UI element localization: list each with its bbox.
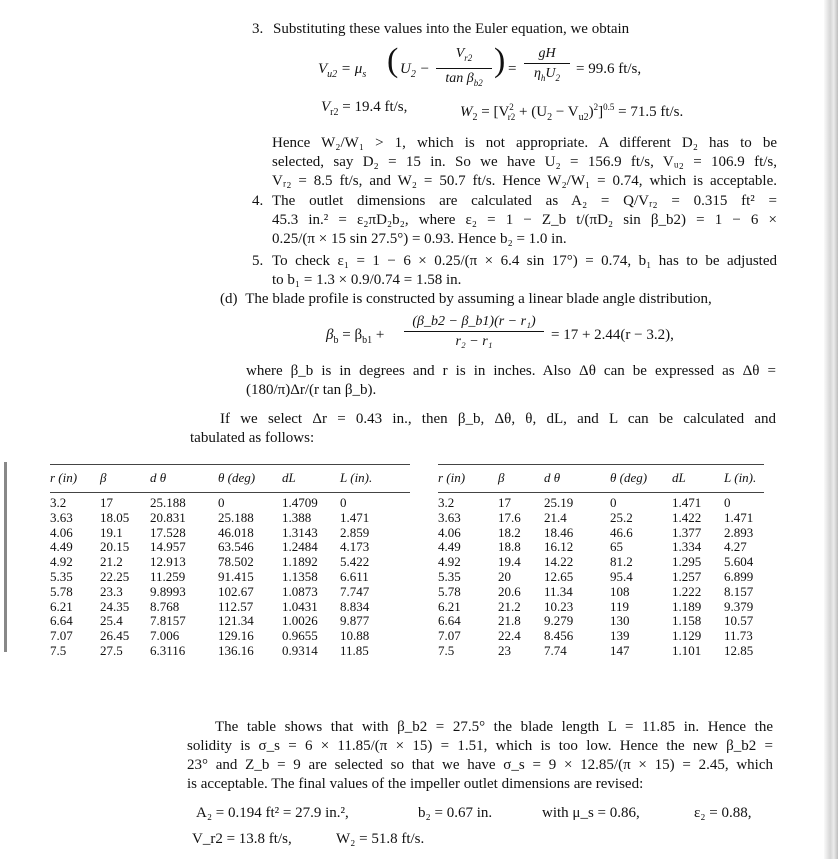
column-header: L (in). — [724, 465, 764, 493]
table-cell: 5.422 — [340, 554, 370, 570]
fraction-vr2-over-tan: $\frac{V_{r2}}{\tan \beta_{b2}}$ — [436, 44, 492, 93]
table-cell: 4.49 — [50, 539, 73, 555]
table-cell: 147 — [610, 642, 630, 658]
table-cell: 14.957 — [150, 539, 186, 555]
table-cell: 1.257 — [672, 568, 702, 584]
table-cell: 1.1892 — [282, 554, 318, 570]
step-5-number: 5. — [252, 253, 264, 269]
table-cell: 112.57 — [218, 598, 254, 614]
table-row — [438, 570, 764, 585]
table-cell: 6.64 — [438, 613, 461, 629]
table-cell: 1.4709 — [282, 495, 318, 510]
table-cell: 1.222 — [672, 583, 702, 599]
column-header: d θ — [544, 465, 610, 493]
table-cell: 1.422 — [672, 509, 702, 525]
table-cell: 1.334 — [672, 539, 702, 555]
table-cell: 1.471 — [672, 495, 702, 510]
table-header-row — [50, 465, 410, 493]
table-cell: 1.471 — [340, 509, 370, 525]
table-cell: 95.4 — [610, 568, 633, 584]
table-row — [50, 540, 410, 555]
table-row — [50, 614, 410, 629]
final-b2: b₂ = 0.67 in. — [418, 805, 493, 821]
table-cell: 17.6 — [498, 509, 521, 525]
table-cell: 6.21 — [438, 598, 461, 614]
table-cell: 5.35 — [438, 568, 461, 584]
table-cell: 16.12 — [544, 539, 574, 555]
page-margin-mark — [4, 462, 7, 652]
select-paragraph-line2: tabulated as follows: — [190, 430, 315, 446]
table-header-row — [438, 465, 764, 493]
column-header: L (in). — [340, 465, 410, 493]
table-cell: 2.859 — [340, 524, 370, 540]
table-cell: 10.88 — [340, 628, 370, 644]
table-cell: 9.379 — [724, 598, 754, 614]
table-cell: 0 — [340, 495, 347, 510]
table-cell: 108 — [610, 583, 630, 599]
table-row — [50, 570, 410, 585]
table-row — [438, 600, 764, 615]
table-cell: 7.74 — [544, 642, 567, 658]
final-eps: ε₂ = 0.88, — [694, 805, 752, 821]
column-header: dL — [672, 465, 724, 493]
fraction-beta: $\frac{\text{(β\_b2 − β\_b1)(r − r₁)}}{\text{r₂ − r₁}}$ — [404, 312, 544, 351]
table-row — [50, 600, 410, 615]
right-paren: ) — [494, 42, 506, 79]
table-cell: 0 — [610, 495, 617, 510]
table-row — [50, 555, 410, 570]
table-cell: 91.415 — [218, 568, 254, 584]
table-cell: 1.2484 — [282, 539, 318, 555]
table-cell: 7.5 — [438, 642, 455, 658]
hence-paragraph: Hence W₂/W₁ > 1, which is not appropriate. A different D₂ has to be selected, say D₂ = 15 in. So we have U₂ = 156.9 ft/s, Vᵤ₂ = 106.9 ft/s, Vᵣ₂ = 8.5 ft/s, and W₂ = 50.7 ft/s. Hence W₂/W₁ = 0.74, which is acceptable. — [272, 135, 777, 189]
final-mu: with μ_s = 0.86, — [542, 805, 640, 821]
table-cell: 17 — [100, 495, 113, 510]
table-cell: 136.16 — [218, 642, 254, 658]
table-cell: 3.63 — [438, 509, 461, 525]
table-cell: 9.8993 — [150, 583, 186, 599]
table-cell: 63.546 — [218, 539, 254, 555]
column-header: r (in) — [50, 465, 100, 493]
table-cell: 8.768 — [150, 598, 180, 614]
table-row — [438, 511, 764, 526]
left-paren: ( — [387, 42, 399, 79]
table-cell: 6.21 — [50, 598, 73, 614]
column-header: r (in) — [438, 465, 498, 493]
table-cell: 1.158 — [672, 613, 702, 629]
column-header: θ (deg) — [610, 465, 672, 493]
results-table-left — [50, 464, 410, 659]
table-cell: 4.06 — [438, 524, 461, 540]
table-cell: 12.913 — [150, 554, 186, 570]
select-paragraph: If we select Δr = 0.43 in., then β_b, Δθ, θ, dL, and L can be calculated and — [220, 411, 776, 427]
fraction-gh-over-eta: gH $\eta_hU_2$ — [524, 44, 570, 88]
table-row — [438, 644, 764, 659]
step-3-text: Substituting these values into the Euler equation, we obtain — [273, 21, 630, 37]
step-4-text: The outlet dimensions are calculated as A₂ = Q/Vᵣ₂ = 0.315 ft² = 45.3 in.² = ε₂πD₂b₂, where ε₂ = 1 − Z_b t/(πD₂ sin β_b2) = 1 − 6 × 0.25/(π × 15 sin 27.5°) = 0.93. Hence b₂ = 1.0 in. — [272, 193, 777, 247]
table-cell: 7.07 — [50, 628, 73, 644]
table-cell: 129.16 — [218, 628, 254, 644]
table-row — [50, 585, 410, 600]
table-cell: 17 — [498, 495, 511, 510]
table-cell: 102.67 — [218, 583, 254, 599]
table-row — [438, 614, 764, 629]
table-cell: 1.1358 — [282, 568, 318, 584]
where-paragraph: where β_b is in degrees and r is in inches. Also Δθ can be expressed as Δθ = (180/π)Δr/(r tan β_b). — [246, 363, 776, 398]
table-cell: 1.0873 — [282, 583, 318, 599]
table-cell: 23 — [498, 642, 511, 658]
table-cell: 5.35 — [50, 568, 73, 584]
table-cell: 0.9655 — [282, 628, 318, 644]
step-4-number: 4. — [252, 193, 264, 209]
table-cell: 10.57 — [724, 613, 754, 629]
table-cell: 0 — [218, 495, 225, 510]
table-cell: 6.64 — [50, 613, 73, 629]
final-w2: W₂ = 51.8 ft/s. — [336, 831, 425, 847]
table-cell: 1.0026 — [282, 613, 318, 629]
table-cell: 11.85 — [340, 642, 369, 658]
table-cell: 11.34 — [544, 583, 573, 599]
table-cell: 21.4 — [544, 509, 567, 525]
table-cell: 5.78 — [438, 583, 461, 599]
table-cell: 24.35 — [100, 598, 130, 614]
table-cell: 26.45 — [100, 628, 130, 644]
table-cell: 3.2 — [50, 495, 67, 510]
table-cell: 11.73 — [724, 628, 753, 644]
table-cell: 25.188 — [150, 495, 186, 510]
table-cell: 17.528 — [150, 524, 186, 540]
table-cell: 18.05 — [100, 509, 130, 525]
table-cell: 1.377 — [672, 524, 702, 540]
table-cell: 22.25 — [100, 568, 130, 584]
table-cell: 19.4 — [498, 554, 521, 570]
table-cell: 1.129 — [672, 628, 702, 644]
step-3-number: 3. — [252, 21, 264, 37]
table-cell: 25.19 — [544, 495, 574, 510]
table-cell: 5.604 — [724, 554, 754, 570]
column-header: d θ — [150, 465, 218, 493]
table-cell: 7.07 — [438, 628, 461, 644]
table-cell: 20 — [498, 568, 511, 584]
column-header: β — [100, 465, 150, 493]
table-cell: 20.15 — [100, 539, 130, 555]
table-cell: 1.388 — [282, 509, 312, 525]
column-header: θ (deg) — [218, 465, 282, 493]
table-cell: 4.06 — [50, 524, 73, 540]
table-cell: 20.6 — [498, 583, 521, 599]
table-cell: 18.46 — [544, 524, 574, 540]
table-cell: 4.92 — [438, 554, 461, 570]
table-cell: 6.3116 — [150, 642, 186, 658]
table-cell: 8.456 — [544, 628, 574, 644]
table-cell: 19.1 — [100, 524, 123, 540]
table-row — [438, 493, 764, 511]
table-cell: 1.189 — [672, 598, 702, 614]
table-row — [438, 540, 764, 555]
table-cell: 130 — [610, 613, 630, 629]
table-row — [50, 511, 410, 526]
table-cell: 8.157 — [724, 583, 754, 599]
table-cell: 0.9314 — [282, 642, 318, 658]
table-cell: 18.8 — [498, 539, 521, 555]
final-vr2: V_r2 = 13.8 ft/s, — [192, 831, 292, 847]
final-a2: A₂ = 0.194 ft² = 27.9 in.², — [196, 805, 349, 821]
table-cell: 27.5 — [100, 642, 123, 658]
table-cell: 119 — [610, 598, 630, 614]
table-row — [438, 555, 764, 570]
table-cell: 22.4 — [498, 628, 521, 644]
table-cell: 4.49 — [438, 539, 461, 555]
table-row — [50, 526, 410, 541]
table-cell: 8.834 — [340, 598, 370, 614]
table-cell: 4.92 — [50, 554, 73, 570]
table-cell: 23.3 — [100, 583, 123, 599]
table-cell: 1.3143 — [282, 524, 318, 540]
table-cell: 78.502 — [218, 554, 254, 570]
table-cell: 25.4 — [100, 613, 123, 629]
table-cell: 9.279 — [544, 613, 574, 629]
table-cell: 4.173 — [340, 539, 370, 555]
table-cell: 1.101 — [672, 642, 702, 658]
table-cell: 7.8157 — [150, 613, 186, 629]
table-cell: 46.6 — [610, 524, 633, 540]
table-cell: 10.23 — [544, 598, 574, 614]
table-cell: 21.2 — [100, 554, 123, 570]
table-cell: 7.747 — [340, 583, 370, 599]
table-cell: 21.2 — [498, 598, 521, 614]
table-cell: 81.2 — [610, 554, 633, 570]
table-cell: 65 — [610, 539, 623, 555]
table-cell: 12.85 — [724, 642, 754, 658]
table-row — [50, 629, 410, 644]
table-cell: 46.018 — [218, 524, 254, 540]
table-cell: 20.831 — [150, 509, 186, 525]
results-table-right — [438, 464, 764, 659]
closing-paragraph: The table shows that with β_b2 = 27.5° the blade length L = 11.85 in. Hence the solidity is σ_s = 6 × 11.85/(π × 15) = 1.51, which is too low. Hence the new β_b2 = 23° and Z_b = 9 are selected so that we have σ_s = 9 × 12.85/(π × 15) = 2.45, which is acceptable. The final values of the impeller outlet dimensions are revised: — [187, 719, 773, 792]
table-row — [50, 493, 410, 511]
table-cell: 2.893 — [724, 524, 754, 540]
table-cell: 0 — [724, 495, 731, 510]
table-cell: 11.259 — [150, 568, 186, 584]
table-cell: 7.006 — [150, 628, 180, 644]
table-cell: 4.27 — [724, 539, 747, 555]
table-cell: 18.2 — [498, 524, 521, 540]
table-cell: 1.295 — [672, 554, 702, 570]
table-cell: 1.471 — [724, 509, 754, 525]
table-cell: 21.8 — [498, 613, 521, 629]
column-header: dL — [282, 465, 340, 493]
step-5-text: To check ε₁ = 1 − 6 × 0.25/(π × 6.4 sin 17°) = 0.74, b₁ has to be adjusted to b₁ = 1.3 × 0.9/0.74 = 1.58 in. — [272, 253, 777, 288]
table-cell: 1.0431 — [282, 598, 318, 614]
column-header: β — [498, 465, 544, 493]
table-row — [438, 585, 764, 600]
table-cell: 14.22 — [544, 554, 574, 570]
table-cell: 25.2 — [610, 509, 633, 525]
table-cell: 5.78 — [50, 583, 73, 599]
table-cell: 25.188 — [218, 509, 254, 525]
table-cell: 139 — [610, 628, 630, 644]
table-cell: 9.877 — [340, 613, 370, 629]
part-d: (d) The blade profile is constructed by assuming a linear blade angle distribution, — [220, 291, 712, 307]
table-row — [438, 526, 764, 541]
table-cell: 7.5 — [50, 642, 67, 658]
table-cell: 3.2 — [438, 495, 455, 510]
table-row — [438, 629, 764, 644]
table-cell: 12.65 — [544, 568, 574, 584]
table-cell: 6.899 — [724, 568, 754, 584]
page-binding-edge — [824, 0, 838, 859]
table-cell: 121.34 — [218, 613, 254, 629]
table-cell: 3.63 — [50, 509, 73, 525]
step-3 — [252, 20, 692, 39]
table-row — [50, 644, 410, 659]
table-cell: 6.611 — [340, 568, 369, 584]
